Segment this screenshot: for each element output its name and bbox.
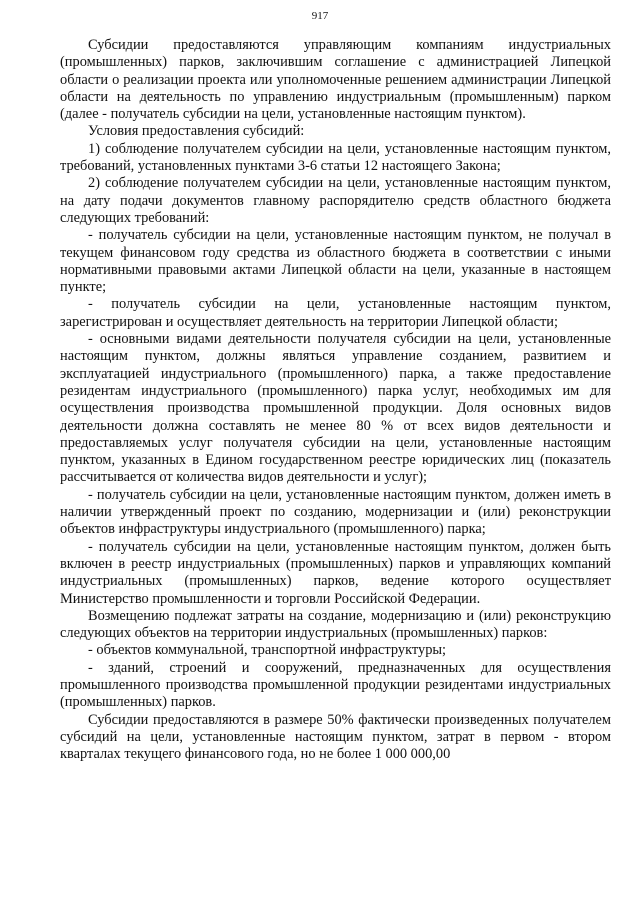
paragraph-buildings-objects: - зданий, строений и сооружений, предназначенных для осуществления промышленного производства промышленной продукции резидентами индустриальных (промышленных) парков. (60, 659, 611, 711)
paragraph-reimbursable-costs: Возмещению подлежат затраты на создание, модернизацию и (или) реконструкцию следующих объектов на территории индустриальных (промышленных) парков: (60, 607, 611, 642)
paragraph-subsidy-recipients: Субсидии предоставляются управляющим компаниям индустриальных (промышленных) парков, заключившим соглашение с администрацией Липецкой области о реализации проекта или уполномоченные решением администрации Липецкой области на деятельность по управлению индустриальным (промышленным) парком (далее - получатель субсидии на цели, установленные настоящим пунктом). (60, 37, 611, 123)
paragraph-conditions-heading: Условия предоставления субсидий: (88, 123, 305, 140)
paragraph-requirement-registry: - получатель субсидии на цели, установленные настоящим пунктом, должен быть включен в реестр индустриальных (промышленных) парков и управляющих компаний индустриальных (промышленных) парков, ведение которого осуществляет Министерство промышленности и торговли Российской Федерации. (60, 538, 611, 607)
document-body (60, 37, 611, 763)
paragraph-infrastructure-objects: - объектов коммунальной, транспортной инфраструктуры; (88, 642, 447, 659)
paragraph-requirement-no-funds: - получатель субсидии на цели, установленные настоящим пунктом, не получал в текущем финансовом году средства из областного бюджета в соответствии с иными нормативными правовыми актами Липецкой области на цели, указанные в настоящем пункте; (60, 227, 611, 296)
paragraph-subsidy-amount: Субсидии предоставляются в размере 50% фактически произведенных получателем субсидий на цели, установленные настоящим пунктом, затрат в первом - втором кварталах текущего финансового года, но не более 1 000 000,00 (60, 711, 611, 763)
page-number: 917 (311, 10, 329, 22)
paragraph-condition-1: 1) соблюдение получателем субсидии на цели, установленные настоящим пунктом, требований, установленных пунктами 3-6 статьи 12 настоящего Закона; (60, 140, 611, 175)
paragraph-condition-2: 2) соблюдение получателем субсидии на цели, установленные настоящим пунктом, на дату подачи документов главному распорядителю средств областного бюджета следующих требований: (60, 175, 611, 226)
paragraph-requirement-project: - получатель субсидии на цели, установленные настоящим пунктом, должен иметь в наличии утвержденный проект по созданию, модернизации и (или) реконструкции объектов инфраструктуры индустриального (промышленного) парка; (60, 486, 611, 538)
paragraph-requirement-activities: - основными видами деятельности получателя субсидии на цели, установленные настоящим пунктом, должны являться управление созданием, развитием и эксплуатацией индустриального (промышленного) парка, а также предоставление резидентам индустриального (промышленного) парка услуг, необходимых им для осуществления производства промышленной продукции. Доля основных видов деятельности должна составлять не менее 80 % от всех видов деятельности и предоставляемых услуг получателя субсидии на цели, установленные настоящим пунктом, указанных в Едином государственном реестре юридических лиц (показатель рассчитывается от количества видов деятельности и услуг); (60, 331, 611, 486)
paragraph-requirement-registered: - получатель субсидии на цели, установленные настоящим пунктом, зарегистрирован и осуществляет деятельность на территории Липецкой области; (60, 296, 611, 330)
